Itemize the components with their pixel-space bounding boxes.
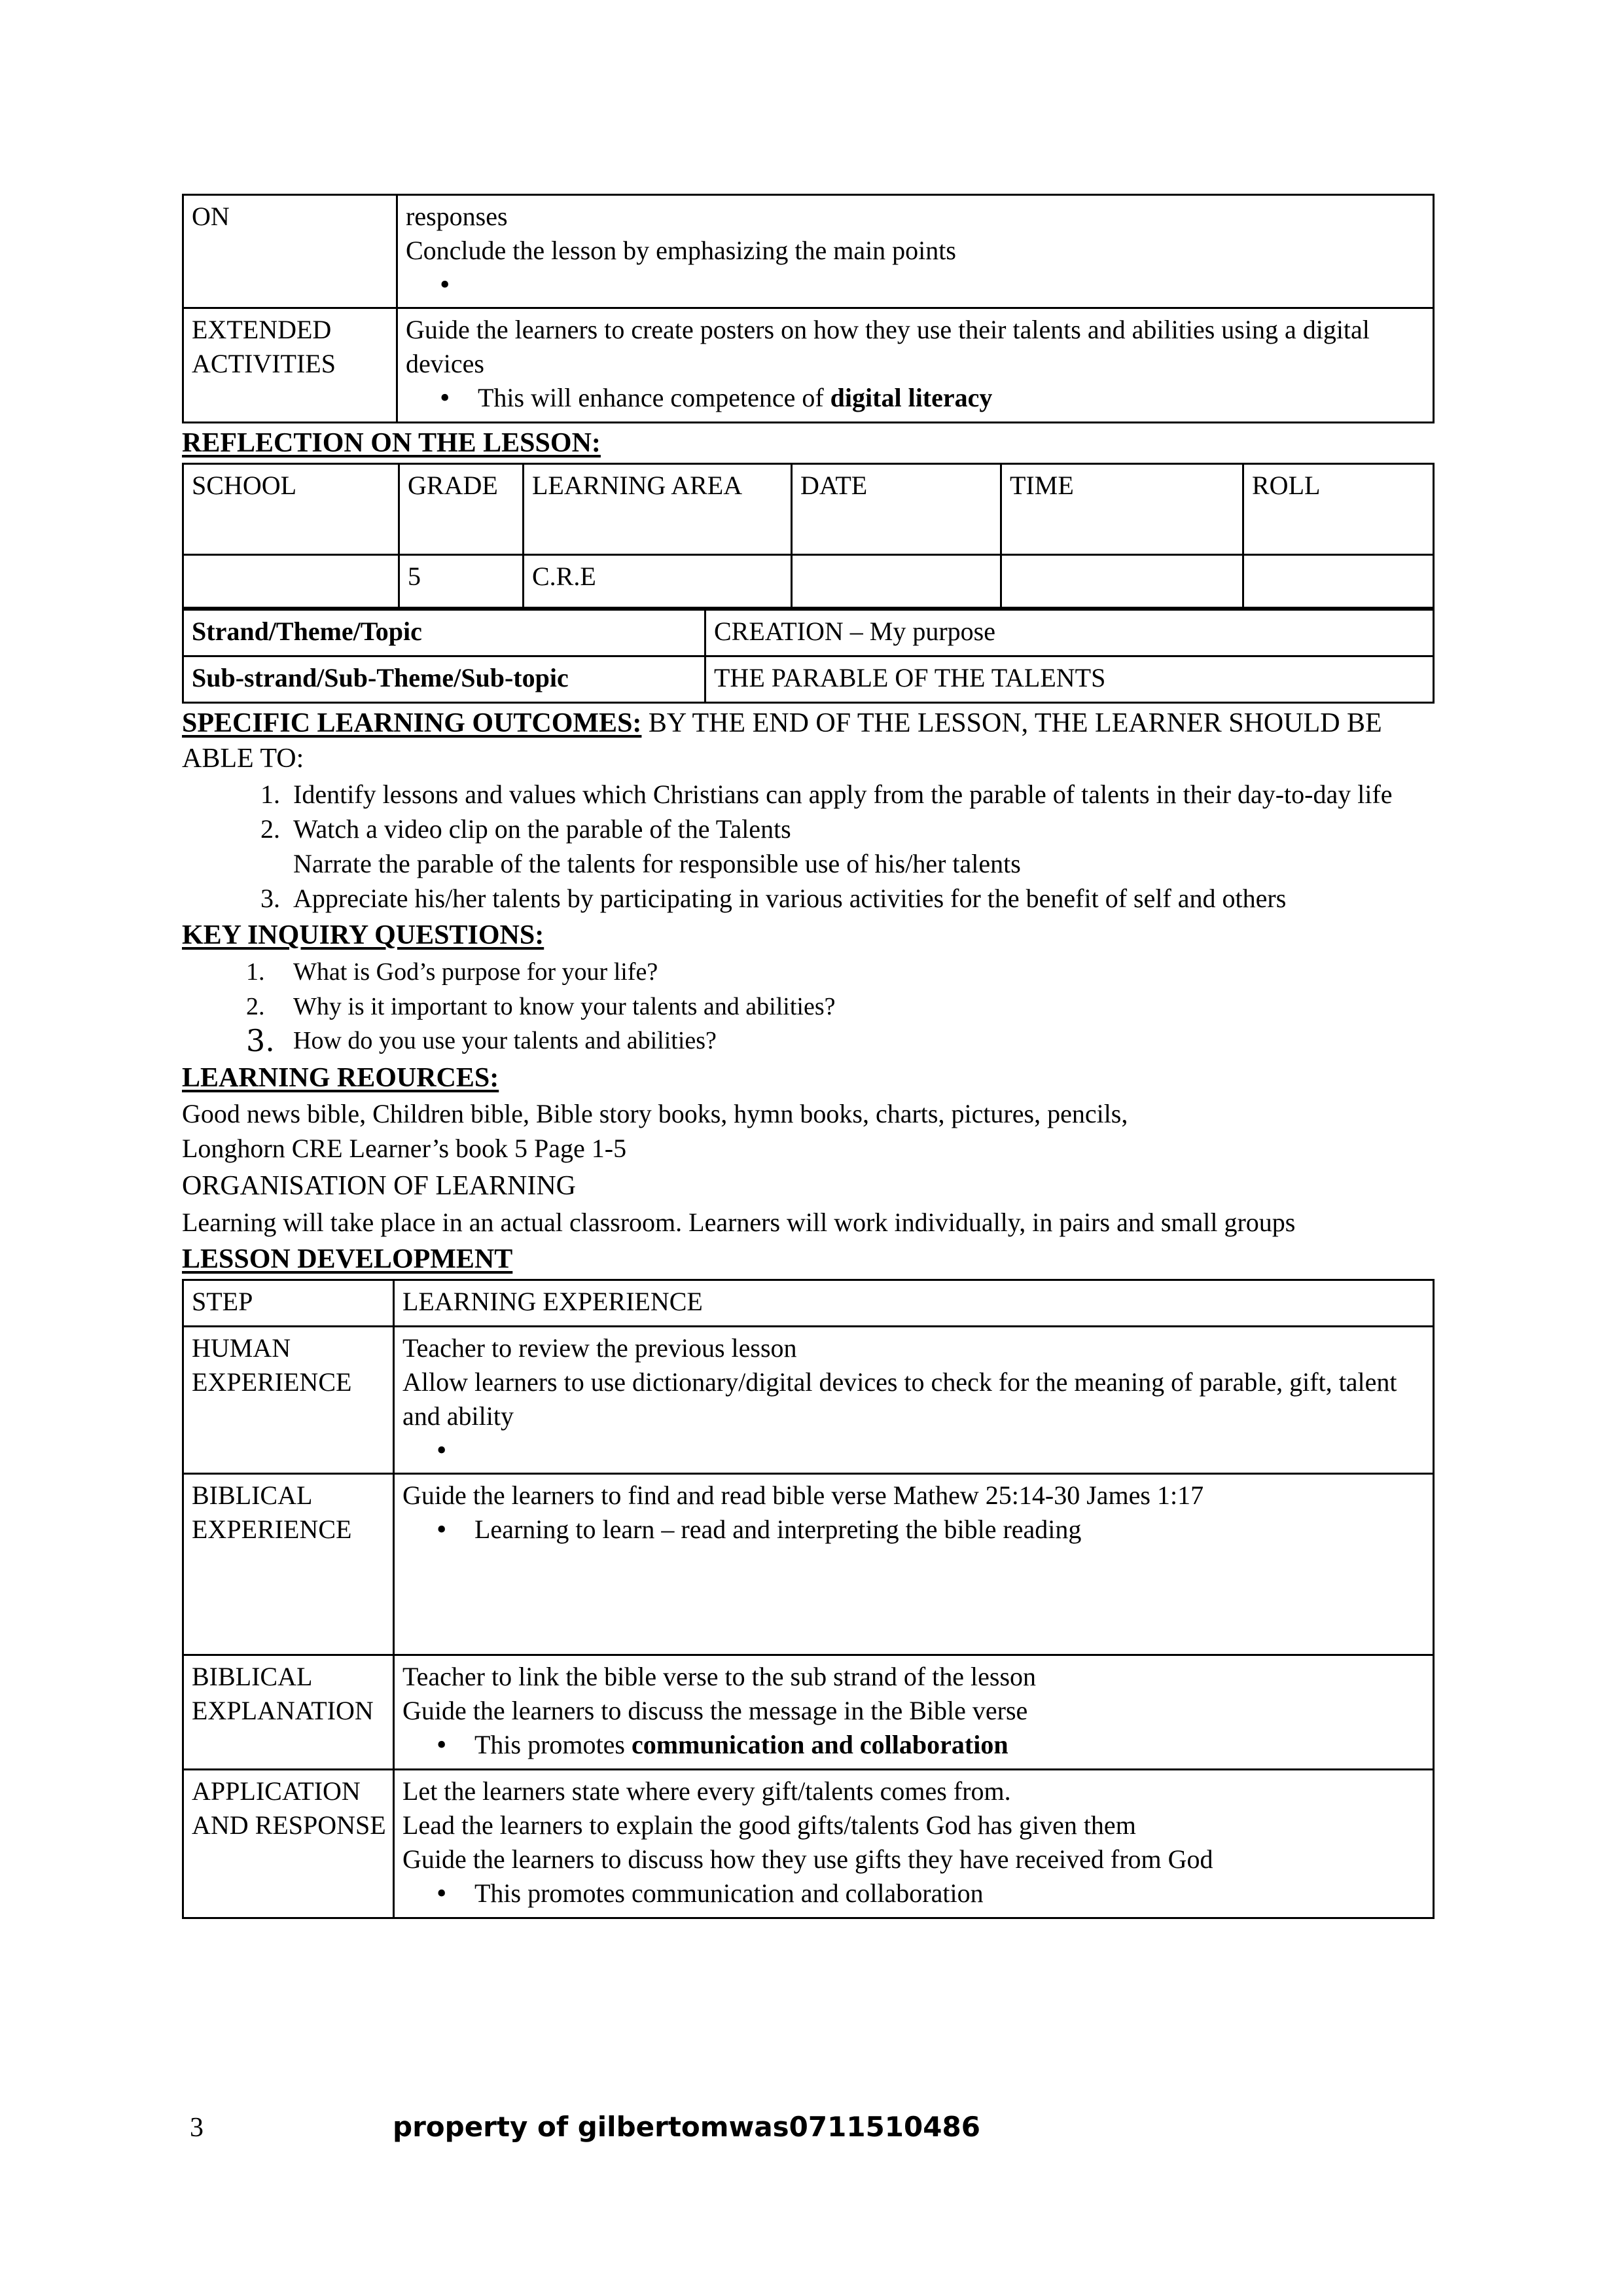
step-label-line1: EXTENDED	[192, 315, 332, 344]
line: Allow learners to use dictionary/digital devices to check for the meaning of parable, gift, talent and ability	[402, 1367, 1397, 1431]
table-row	[183, 1770, 1434, 1918]
step-label: ON	[192, 202, 230, 231]
list-item	[246, 955, 1435, 989]
experience-cell-on	[397, 195, 1434, 308]
header-roll: ROLL	[1243, 463, 1434, 554]
experience-cell-human-experience	[394, 1327, 1434, 1474]
list-item	[287, 812, 1435, 882]
lesson-info-table	[182, 463, 1435, 609]
bullet-list	[406, 381, 1426, 415]
list-item	[406, 381, 1426, 415]
step-cell-human-experience: HUMAN EXPERIENCE	[183, 1327, 394, 1474]
learning-resources-heading	[182, 1061, 1435, 1096]
table-row	[183, 554, 1434, 607]
header-time: TIME	[1001, 463, 1243, 554]
key-inquiry-heading-text: KEY INQUIRY QUESTIONS:	[182, 920, 544, 951]
learning-outcomes-list	[182, 778, 1435, 916]
line: Let the learners state where every gift/talents comes from.	[402, 1776, 1011, 1806]
strand-label: Strand/Theme/Topic	[183, 609, 705, 656]
question-text: Why is it important to know your talents and abilities?	[293, 992, 836, 1020]
header-grade: GRADE	[399, 463, 524, 554]
step-cell-application-and-response: APPLICATION AND RESPONSE	[183, 1770, 394, 1918]
list-item	[246, 1023, 1435, 1059]
learning-resources-heading-text: LEARNING REOURCES:	[182, 1062, 499, 1093]
list-item	[402, 1728, 1426, 1762]
bullet-list	[402, 1433, 1426, 1466]
question-text: What is God’s purpose for your life?	[293, 958, 658, 986]
table-header-row	[183, 1280, 1434, 1327]
bullet-list	[402, 1728, 1426, 1762]
bullet-text: This promotes	[474, 1730, 632, 1760]
line: Teacher to review the previous lesson	[402, 1333, 797, 1363]
experience-cell-application-and-response	[394, 1770, 1434, 1918]
bullet-list	[402, 1876, 1426, 1910]
bullet-text-bold: communication and collaboration	[631, 1730, 1008, 1760]
header-school: SCHOOL	[183, 463, 399, 554]
continued-lesson-table	[182, 194, 1435, 423]
value-time[interactable]	[1001, 554, 1243, 607]
question-text: How do you use your talents and abilities?	[293, 1027, 717, 1055]
lesson-development-heading-text: LESSON DEVELOPMENT	[182, 1244, 513, 1275]
list-item: • Learning to learn – read and interpreting the bible reading	[402, 1513, 1426, 1547]
organisation-of-learning-heading	[182, 1169, 1435, 1204]
lesson-development-heading	[182, 1242, 1435, 1278]
step-label-line2: ACTIVITIES	[192, 349, 336, 378]
value-roll[interactable]	[1243, 554, 1434, 607]
list-item	[287, 778, 1435, 812]
list-item	[406, 268, 1426, 300]
footer-property-text: property of gilbertomwas0711510486	[393, 2111, 980, 2143]
line: Guide the learners to find and read bible verse Mathew 25:14-30 James 1:17	[402, 1480, 1204, 1511]
learning-resources-line-2: Longhorn CRE Learner’s book 5 Page 1-5	[182, 1134, 627, 1164]
key-inquiry-list	[182, 955, 1435, 1058]
outcomes-heading-bold: SPECIFIC LEARNING OUTCOMES:	[182, 708, 642, 738]
line: Guide the learners to create posters on how they use their talents and abilities using a digital devices	[406, 315, 1370, 378]
step-cell-biblical-explanation: BIBLICAL EXPLANATION	[183, 1655, 394, 1770]
table-row	[183, 195, 1434, 308]
value-learning-area[interactable]: C.R.E	[524, 554, 792, 607]
value-grade[interactable]: 5	[399, 554, 524, 607]
header-learning-area: LEARNING AREA	[524, 463, 792, 554]
substrand-value: THE PARABLE OF THE TALENTS	[705, 656, 1434, 702]
page-number: 3	[190, 2113, 204, 2143]
organisation-text: Learning will take place in an actual classroom. Learners will work individually, in pairs and small groups	[182, 1207, 1296, 1237]
step-cell-on	[183, 195, 397, 308]
line: Guide the learners to discuss the message in the Bible verse	[402, 1696, 1028, 1726]
item-number: 3.	[246, 1023, 275, 1059]
bullet-text-bold: digital literacy	[830, 383, 993, 412]
line: Lead the learners to explain the good gifts/talents God has given them	[402, 1810, 1136, 1840]
table-row	[183, 1474, 1434, 1655]
outcomes-heading-rest: BY THE END OF THE LESSON, THE LEARNER SHOULD BE ABLE TO:	[182, 708, 1382, 774]
step-cell-biblical-experience: BIBLICAL EXPERIENCE	[183, 1474, 394, 1655]
table-row	[183, 609, 1434, 656]
experience-cell-extended-activities	[397, 308, 1434, 423]
strand-value: CREATION – My purpose	[705, 609, 1434, 656]
line: Guide the learners to discuss how they use gifts they have received from God	[402, 1844, 1213, 1874]
list-item	[287, 882, 1435, 916]
list-item: • This promotes communication and collaboration	[402, 1876, 1426, 1910]
lesson-development-table	[182, 1279, 1435, 1919]
specific-learning-outcomes-heading	[182, 706, 1435, 777]
line: Conclude the lesson by emphasizing the main points	[406, 236, 956, 265]
list-item	[402, 1433, 1426, 1466]
value-school[interactable]	[183, 554, 399, 607]
line: responses	[406, 202, 508, 231]
bullet-text: This will enhance competence of	[478, 383, 830, 412]
document-body	[182, 194, 1435, 1919]
outcome-continuation: Narrate the parable of the talents for responsible use of his/her talents	[293, 848, 1021, 878]
table-row	[183, 1655, 1434, 1770]
line: Teacher to link the bible verse to the sub strand of the lesson	[402, 1662, 1037, 1692]
table-row	[183, 308, 1434, 423]
table-header-row	[183, 463, 1434, 554]
outcome-text: Watch a video clip on the parable of the Talents	[293, 814, 791, 844]
experience-cell-biblical-experience	[394, 1474, 1434, 1655]
table-row	[183, 1327, 1434, 1474]
bullet-list	[406, 268, 1426, 300]
substrand-label: Sub-strand/Sub-Theme/Sub-topic	[183, 656, 705, 702]
table-row	[183, 656, 1434, 702]
list-item	[246, 990, 1435, 1024]
page-footer	[190, 2111, 1433, 2144]
learning-resources-line-1: Good news bible, Children bible, Bible story books, hymn books, charts, pictures, pencils,	[182, 1099, 1128, 1129]
strand-table	[182, 609, 1435, 704]
outcome-text: Identify lessons and values which Christians can apply from the parable of talents in their day-to-day life	[293, 780, 1393, 810]
reflection-heading-text: REFLECTION ON THE LESSON:	[182, 428, 601, 458]
experience-cell-biblical-explanation	[394, 1655, 1434, 1770]
bullet-list	[402, 1513, 1426, 1547]
header-date: DATE	[792, 463, 1001, 554]
value-date[interactable]	[792, 554, 1001, 607]
header-step: STEP	[183, 1280, 394, 1327]
item-number: 2.	[246, 992, 265, 1020]
outcome-text: Appreciate his/her talents by participating in various activities for the benefit of self and others	[293, 883, 1287, 913]
header-learning-experience: LEARNING EXPERIENCE	[394, 1280, 1434, 1327]
step-cell-extended-activities	[183, 308, 397, 423]
key-inquiry-questions-heading	[182, 918, 1435, 954]
reflection-heading	[182, 426, 1435, 461]
item-number: 1.	[246, 958, 265, 986]
organisation-heading-text: ORGANISATION OF LEARNING	[182, 1170, 576, 1201]
